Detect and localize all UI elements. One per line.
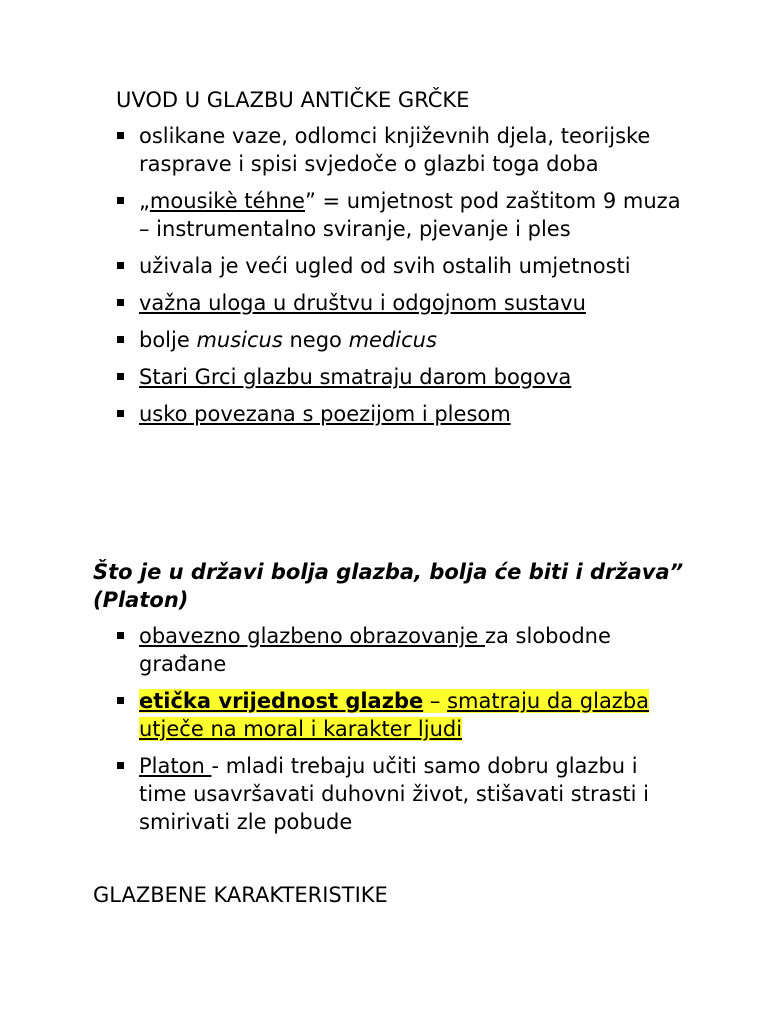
list-item: Platon - mladi trebaju učiti samo dobru glazbu i time usavršavati duhovni život, stišavati strasti i smirivati zle pobude [112,752,682,836]
list-item: bolje musicus nego medicus [112,326,682,354]
list-item: usko povezana s poezijom i plesom [112,400,682,428]
intro-bullet-list [112,122,682,437]
list-item: „mousikè téhne” = umjetnost pod zaštitom 9 muza – instrumentalno sviranje, pjevanje i ples [112,187,682,243]
list-item-highlighted: etička vrijednost glazbe – smatraju da glazba utječe na moral i karakter ljudi [112,687,682,743]
list-item: oslikane vaze, odlomci književnih djela, teorijske rasprave i spisi svjedoče o glazbi toga doba [112,122,682,178]
list-item: uživala je veći ugled od svih ostalih umjetnosti [112,252,682,280]
list-item: obavezno glazbeno obrazovanje za slobodne građane [112,622,682,678]
section-title-characteristics: GLAZBENE KARAKTERISTIKE [93,883,388,907]
list-item: važna uloga u društvu i odgojnom sustavu [112,289,682,317]
platon-quote: Što je u državi bolja glazba, bolja će biti i država” (Platon) [93,560,684,612]
list-item: Stari Grci glazbu smatraju darom bogova [112,363,682,391]
term-mousike-tehne: mousikè téhne [149,189,305,213]
section-title-intro: UVOD U GLAZBU ANTIČKE GRČKE [116,88,470,112]
platon-bullet-list [112,622,682,845]
